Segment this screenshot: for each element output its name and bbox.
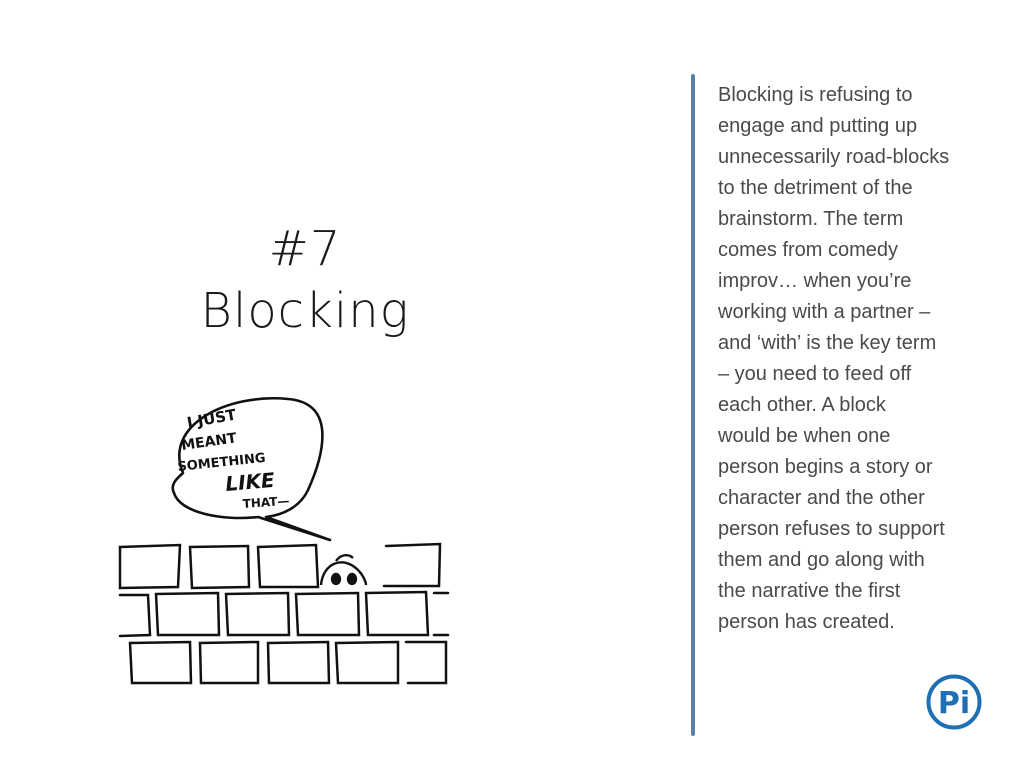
description-line: unnecessarily road-blocks [718, 146, 950, 168]
description-line: comes from comedy [718, 239, 899, 261]
vertical-divider [691, 74, 695, 736]
description-line: engage and putting up [718, 115, 918, 137]
description-line: brainstorm. The term [718, 208, 904, 230]
description-line: person begins a story or [718, 456, 933, 478]
description-line: each other. A block [718, 394, 886, 416]
brick-wall-illustration [108, 395, 458, 705]
bubble-text-line5: THAT— [242, 493, 290, 511]
description-line: – you need to feed off [718, 363, 912, 385]
pi-logo-icon [925, 673, 983, 731]
bubble-text-line1: I JUST [185, 405, 238, 432]
brick-wall [120, 544, 448, 683]
bubble-text-line2: MEANT [180, 430, 238, 454]
description-line: person refuses to support [718, 518, 945, 540]
peeking-head [321, 555, 366, 585]
bubble-text-line4: LIKE [224, 467, 276, 496]
description-line: character and the other [718, 487, 925, 509]
description-line: and ‘with’ is the key term [718, 332, 937, 354]
pi-logo-text: Pi [937, 686, 971, 721]
slide-title-number: #7 [268, 221, 342, 277]
description-line: would be when one [718, 425, 891, 447]
description-line: to the detriment of the [718, 177, 913, 199]
slide-title-text: Blocking [200, 283, 410, 339]
slide-title [150, 218, 460, 342]
description-line: person has created. [718, 611, 895, 633]
bubble-text-line3: SOMETHING [176, 450, 267, 475]
description-line: them and go along with [718, 549, 925, 571]
description-line: Blocking is refusing to [718, 84, 913, 106]
description-line: the narrative the first [718, 580, 901, 602]
description-line: working with a partner – [718, 301, 931, 323]
description-line: improv… when you’re [718, 270, 912, 292]
description-text [718, 80, 1000, 638]
